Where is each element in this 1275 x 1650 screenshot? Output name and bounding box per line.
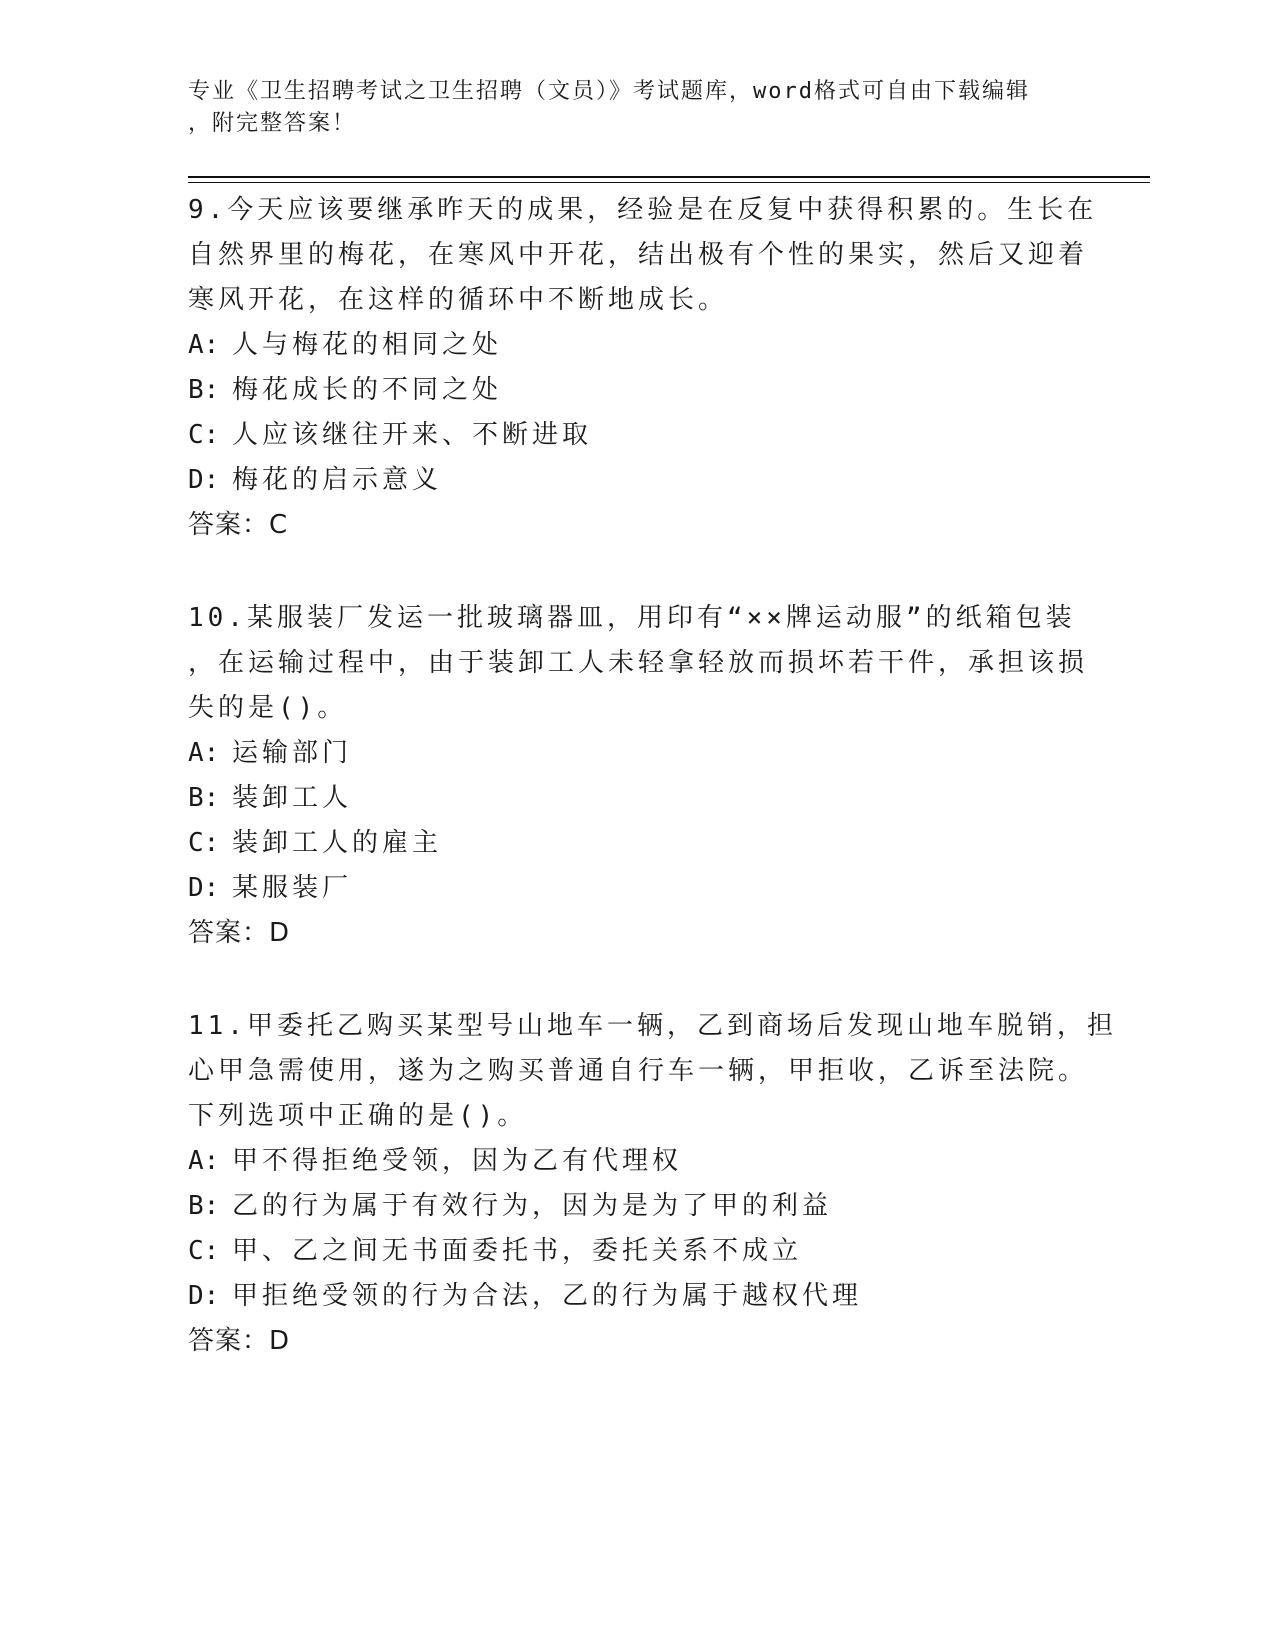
option-a xyxy=(188,1139,1088,1184)
option-key: C: xyxy=(188,828,220,858)
option-key: D: xyxy=(188,465,220,495)
header-divider-thick xyxy=(188,176,1150,178)
answer-label: 答案：C xyxy=(188,510,289,540)
option-c xyxy=(188,821,1088,866)
option-text: 乙的行为属于有效行为，因为是为了甲的利益 xyxy=(232,1191,833,1221)
question-10 xyxy=(188,596,1088,956)
option-c xyxy=(188,413,1088,458)
question-stem-line: 11.甲委托乙购买某型号山地车一辆，乙到商场后发现山地车脱销，担 xyxy=(188,1011,1117,1041)
option-d xyxy=(188,1274,1088,1319)
question-11 xyxy=(188,1004,1117,1364)
question-stem-line: 失的是()。 xyxy=(188,693,348,723)
option-key: B: xyxy=(188,375,220,405)
question-9 xyxy=(188,188,1098,548)
option-text: 甲、乙之间无书面委托书，委托关系不成立 xyxy=(232,1236,803,1266)
option-b xyxy=(188,776,1088,821)
option-a xyxy=(188,323,1088,368)
option-key: A: xyxy=(188,738,220,768)
option-text: 甲拒绝受领的行为合法，乙的行为属于越权代理 xyxy=(232,1281,863,1311)
question-stem-line: ，在运输过程中，由于装卸工人未轻拿轻放而损坏若干件，承担该损 xyxy=(188,648,1089,678)
option-key: A: xyxy=(188,330,220,360)
option-b xyxy=(188,1184,1088,1229)
option-key: B: xyxy=(188,783,220,813)
option-text: 甲不得拒绝受领，因为乙有代理权 xyxy=(232,1146,683,1176)
option-key: C: xyxy=(188,1236,220,1266)
question-stem-line: 下列选项中正确的是()。 xyxy=(188,1101,528,1131)
option-a xyxy=(188,731,1088,776)
option-key: D: xyxy=(188,873,220,903)
question-stem-line: 寒风开花，在这样的循环中不断地成长。 xyxy=(188,285,729,315)
option-text: 梅花的启示意义 xyxy=(232,465,443,495)
option-text: 装卸工人的雇主 xyxy=(232,828,443,858)
answer-label: 答案：D xyxy=(188,1326,291,1356)
option-d xyxy=(188,458,1088,503)
header-line-2: ，附完整答案！ xyxy=(188,111,357,136)
document-header xyxy=(188,76,1068,140)
option-key: C: xyxy=(188,420,220,450)
answer-label: 答案：D xyxy=(188,918,291,948)
option-b xyxy=(188,368,1088,413)
header-line-1: 专业《卫生招聘考试之卫生招聘（文员）》考试题库，word格式可自由下载编辑 xyxy=(188,79,1030,104)
option-text: 人与梅花的相同之处 xyxy=(232,330,503,360)
option-text: 装卸工人 xyxy=(232,783,353,813)
question-stem-line: 自然界里的梅花，在寒风中开花，结出极有个性的果实，然后又迎着 xyxy=(188,240,1089,270)
option-key: A: xyxy=(188,1146,220,1176)
option-text: 某服装厂 xyxy=(232,873,353,903)
option-c xyxy=(188,1229,1088,1274)
option-text: 人应该继往开来、不断进取 xyxy=(232,420,593,450)
option-key: D: xyxy=(188,1281,220,1311)
option-text: 运输部门 xyxy=(232,738,353,768)
option-key: B: xyxy=(188,1191,220,1221)
question-stem-line: 心甲急需使用，遂为之购买普通自行车一辆，甲拒收，乙诉至法院。 xyxy=(188,1056,1089,1086)
header-divider-thin xyxy=(188,182,1150,183)
option-d xyxy=(188,866,1088,911)
option-text: 梅花成长的不同之处 xyxy=(232,375,503,405)
question-stem-line: 10.某服装厂发运一批玻璃器皿，用印有“××牌运动服”的纸箱包装 xyxy=(188,603,1076,633)
question-stem-line: 9.今天应该要继承昨天的成果，经验是在反复中获得积累的。生长在 xyxy=(188,195,1098,225)
